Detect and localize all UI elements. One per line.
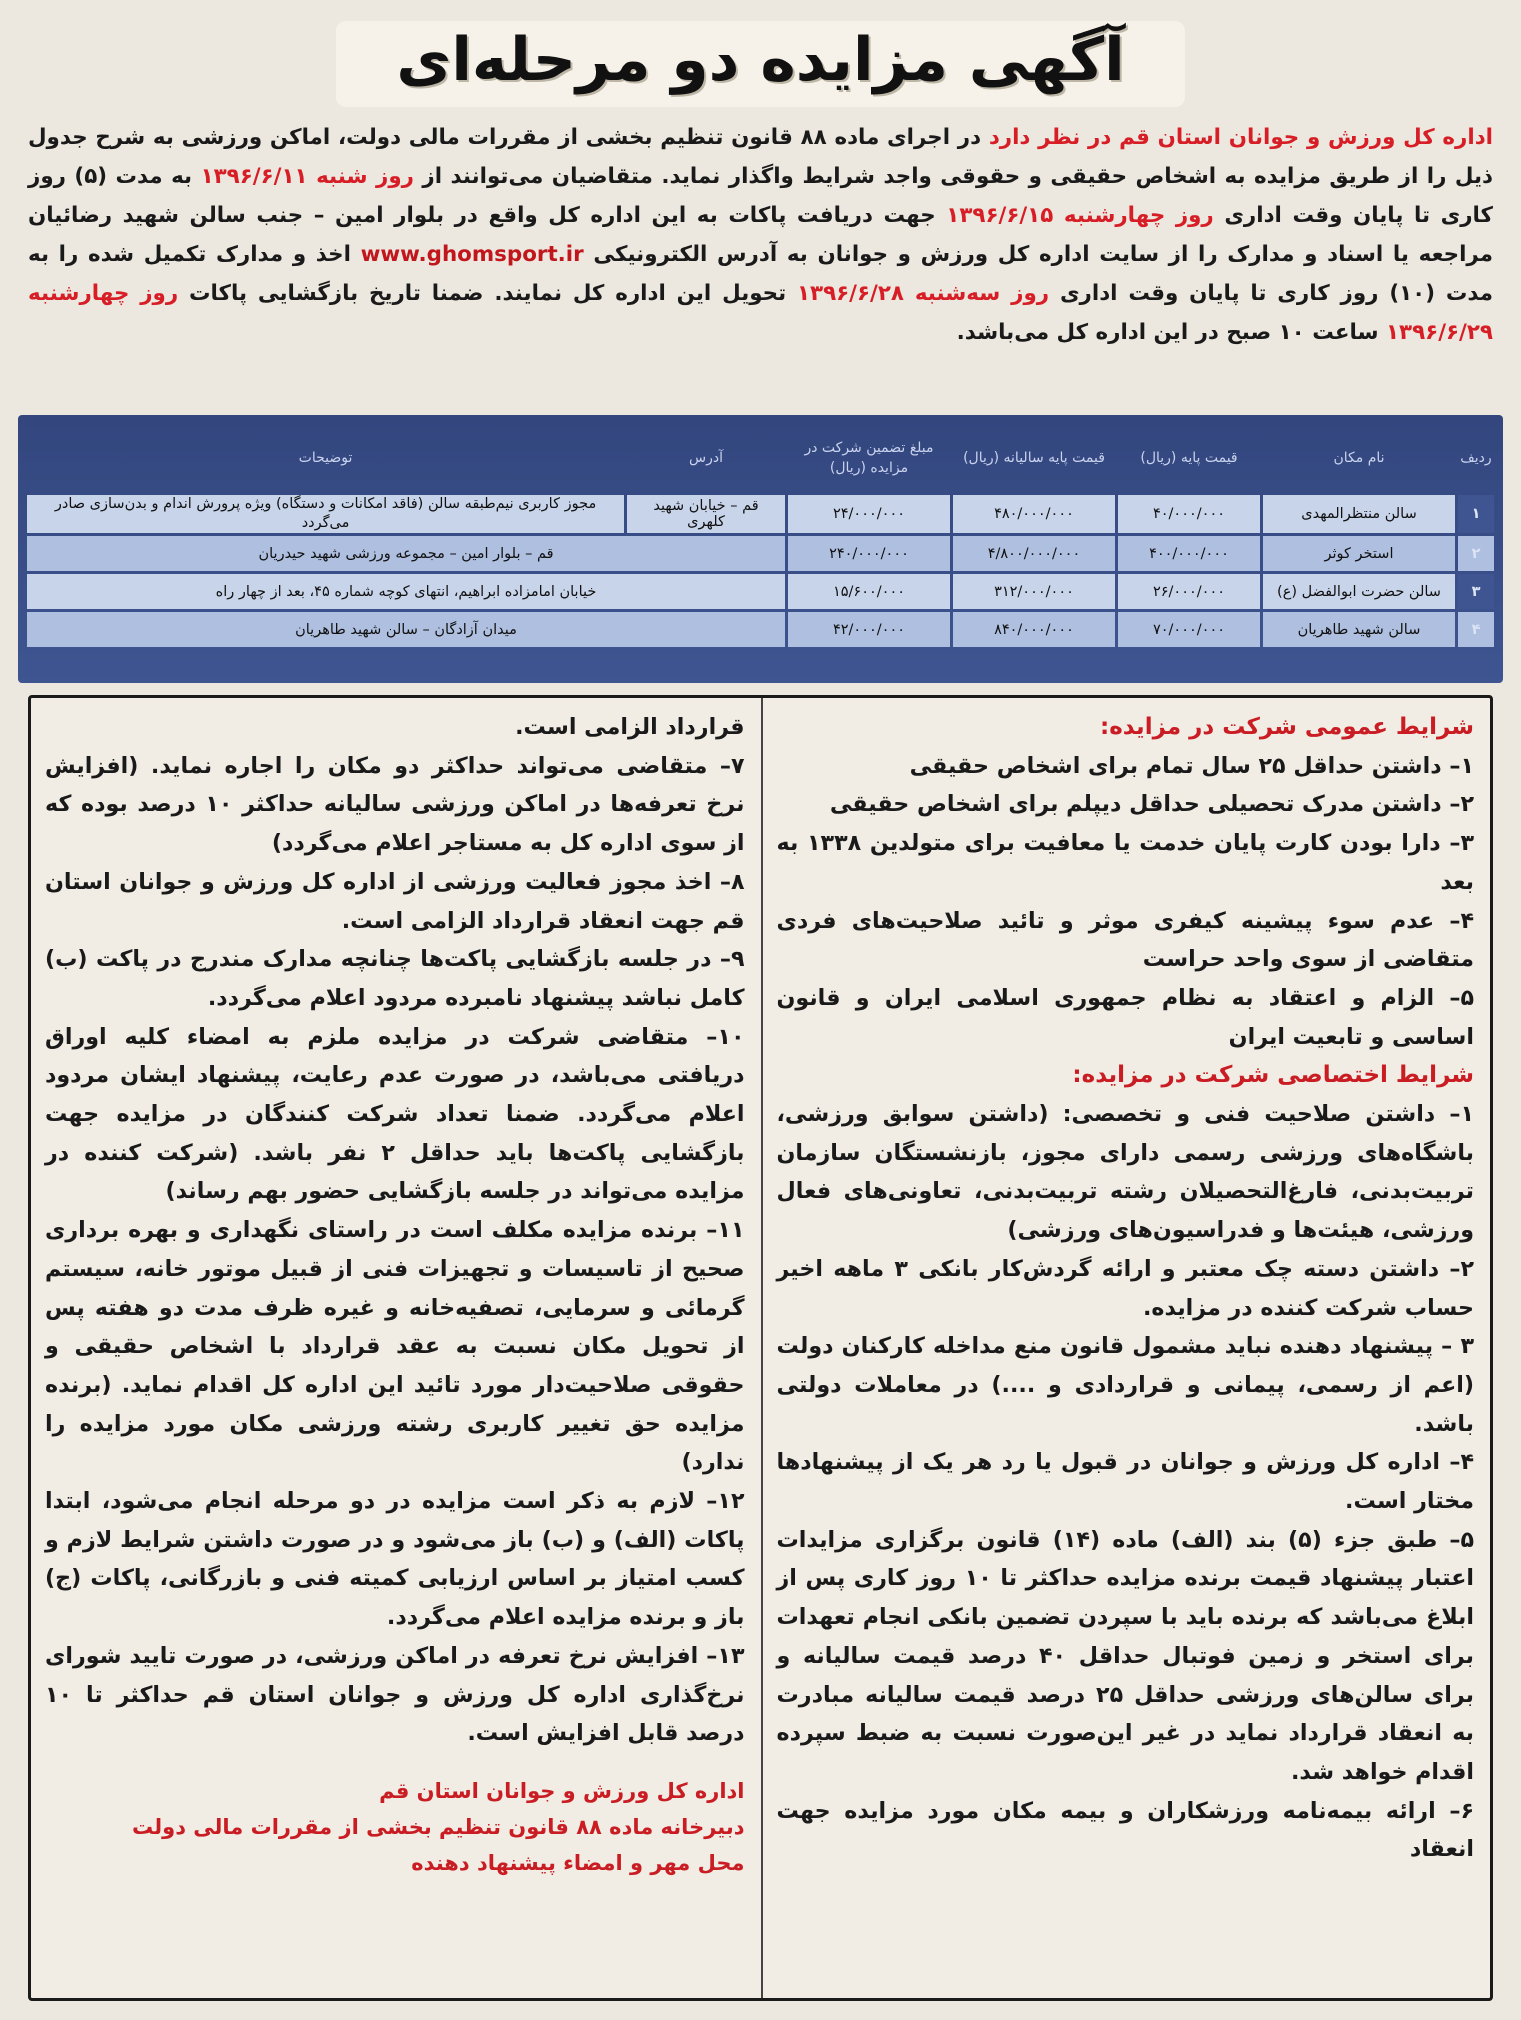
conditions-right-column: [761, 698, 1491, 1998]
row-number: ۴: [1458, 612, 1494, 647]
header-deposit: مبلغ تضمین شرکت در مزایده (ریال): [804, 440, 934, 476]
signature-block: [45, 1773, 745, 1881]
general-condition-item: ۳– دارا بودن کارت پایان خدمت یا معافیت برای متولدین ۱۳۳۸ به بعد: [776, 830, 1474, 895]
signature-org: اداره کل ورزش و جوانان استان قم: [379, 1778, 745, 1803]
special-condition-item: ۲– داشتن دسته چک معتبر و ارائه گردش‌کار بانکی ۳ ماهه اخیر حساب شرکت کننده در مزایده.: [776, 1255, 1474, 1321]
annual-price: ۳۱۲/۰۰۰/۰۰۰: [953, 574, 1115, 609]
special-condition-item: ۱۲– لازم به ذکر است مزایده در دو مرحله انجام می‌شود، ابتدا پاکات (الف) و (ب) باز می‌شود و در صورت داشتن شرایط لازم و کسب امتیاز بر اساس ارزیابی کمیته فنی و بازرگانی، پاکات (ج) باز و برنده مزایده اعلام می‌گردد.: [45, 1488, 745, 1631]
special-condition-item: ۵– طبق جزء (۵) بند (الف) ماده (۱۴) قانون برگزاری مزایدات اعتبار پیشنهاد قیمت برنده مزایده حداکثر تا ۱۰ روز کاری پس از ابلاغ می‌باشد که برنده باید با سپردن تضمین بانکی انجام تعهدات برای استخر و زمین فوتبال حداقل ۴۰ درصد قیمت سالیانه و برای سالن‌های ورزشی حداقل ۲۵ درصد قیمت سالیانه مبادرت به انعقاد قرارداد نماید در غیر این‌صورت نسبت به ضبط سپرده اقدام خواهد شد.: [776, 1526, 1475, 1785]
special-condition-item: ۱۱– برنده مزایده مکلف است در راستای نگهداری و بهره برداری صحیح از تاسیسات و تجهیزات فنی از قبیل موتور خانه، سیستم گرمائی و سرمایی، تصفیه‌خانه و غیره ظرف مدت دو هفته پس از تحویل مکان نسبت به عقد قرارداد با اشخاص حقیقی و حقوقی صلاحیت‌دار مورد تائید این اداره کل اقدام نماید. (برنده مزایده حق تغییر کاربری رشته ورزشی مکان مورد مزایده را ندارد): [45, 1217, 745, 1476]
intro-paragraph: [14, 116, 1507, 403]
intro-text-5: تحویل این اداره کل نمایند. ضمنا تاریخ بازگشایی پاکات: [178, 281, 797, 306]
title-banner: [14, 12, 1507, 116]
special-condition-item: ۷– متقاضی می‌تواند حداکثر دو مکان را اجاره نماید. (افزایش نرخ تعرفه‌ها در اماکن ورزشی سالیانه حداکثر ۱۰ درصد بوده که از سوی اداره کل به مستاجر اعلام می‌گردد): [45, 752, 745, 857]
table-header-row: [27, 424, 1494, 492]
address: قم – بلوار امین – مجموعه ورزشی شهید حیدریان: [27, 536, 785, 571]
intro-org: اداره کل ورزش و جوانان استان قم در نظر دارد: [988, 125, 1493, 150]
deposit: ۴۲/۰۰۰/۰۰۰: [788, 612, 950, 647]
intro-date-opening: روز چهارشنبه ۱۳۹۶/۶/۲۹: [28, 281, 1493, 345]
venue-name: استخر کوثر: [1263, 536, 1455, 571]
address: میدان آزادگان – سالن شهید طاهریان: [27, 612, 785, 647]
intro-text-1: در اجرای ماده ۸۸ قانون تنظیم بخشی از مقررات مالی دولت، اماکن ورزشی به شرح جدول ذیل را از طریق مزایده به اشخاص حقیقی و حقوقی واجد شرایط واگذار نماید. متقاضیان می‌توانند از: [28, 125, 1493, 189]
annual-price: ۴۸۰/۰۰۰/۰۰۰: [953, 495, 1115, 533]
general-condition-item: ۵– الزام و اعتقاد به نظام جمهوری اسلامی ایران و قانون اساسی و تابعیت ایران: [776, 984, 1474, 1050]
special-condition-item: ۱– داشتن صلاحیت فنی و تخصصی: (داشتن سوابق ورزشی، باشگاه‌های ورزشی رسمی دارای مجوز، بازنشستگان سازمان تربیت‌بدنی، فارغ‌التحصیلان رشته تربیت‌بدنی، تعاونی‌های فعال ورزشی، هیئت‌ها و فدراسیون‌های ورزشی): [776, 1101, 1474, 1244]
conditions-left-column: [31, 698, 761, 1998]
venue-name: سالن شهید طاهریان: [1263, 612, 1455, 647]
special-condition-item: ۱۰– متقاضی شرکت در مزایده ملزم به امضاء کلیه اوراق دریافتی می‌باشد، در صورت عدم رعایت، پیشنهاد ایشان مردود اعلام می‌گردد. ضمنا تعداد شرکت کنندگان در مزایده جهت بازگشایی پاکت‌ها باید حداقل ۲ نفر باشد. (شرکت کننده در مزایده می‌تواند در جلسه بازگشایی حضور بهم رساند): [45, 1023, 745, 1205]
row-number: ۲: [1458, 536, 1494, 571]
base-price: ۲۶/۰۰۰/۰۰۰: [1118, 574, 1260, 609]
special-condition-item: ۳ – پیشنهاد دهنده نباید مشمول قانون منع مداخله کارکنان دولت (اعم از رسمی، پیمانی و قراردادی و ....) در معاملات دولتی باشد.: [776, 1333, 1474, 1437]
conditions-box: [28, 695, 1493, 2001]
intro-date-start: روز شنبه ۱۳۹۶/۶/۱۱: [200, 164, 414, 189]
header-venue-name: نام مکان: [1333, 450, 1385, 466]
general-conditions-heading: شرایط عمومی شرکت در مزایده:: [1100, 714, 1474, 740]
header-annual-price: قیمت پایه سالیانه (ریال): [963, 450, 1105, 466]
row-number: ۱: [1458, 495, 1494, 533]
base-price: ۴۰۰/۰۰۰/۰۰۰: [1118, 536, 1260, 571]
general-condition-item: ۲– داشتن مدرک تحصیلی حداقل دیپلم برای اشخاص حقیقی: [829, 791, 1474, 818]
deposit: ۲۴/۰۰۰/۰۰۰: [788, 495, 950, 533]
deposit: ۲۴۰/۰۰۰/۰۰۰: [788, 536, 950, 571]
header-address: آدرس: [689, 450, 724, 466]
address: خیابان امامزاده ابراهیم، انتهای کوچه شماره ۴۵، بعد از چهار راه: [27, 574, 785, 609]
notice-title: آگهی مزایده دو مرحله‌ای: [336, 21, 1184, 107]
signature-stamp-place: محل مهر و امضاء پیشنهاد دهنده: [411, 1850, 745, 1875]
intro-text-3: جهت دریافت پاکات به این اداره کل واقع در بلوار امین – جنب سالن شهید رضائیان مراجعه یا اسناد و مدارک را از سایت اداره کل ورزش و جوانان به آدرس الکترونیکی: [28, 203, 1493, 267]
notes: مجوز کاربری نیم‌طبقه سالن (فاقد امکانات و دستگاه) ویژه پرورش اندام و بدن‌سازی صادر می‌گردد: [27, 495, 624, 533]
venue-name: سالن منتظرالمهدی: [1263, 495, 1455, 533]
deposit: ۱۵/۶۰۰/۰۰۰: [788, 574, 950, 609]
intro-date-delivery: روز سه‌شنبه ۱۳۹۶/۶/۲۸: [796, 281, 1050, 306]
base-price: ۴۰/۰۰۰/۰۰۰: [1118, 495, 1260, 533]
venue-name: سالن حضرت ابوالفضل (ع): [1263, 574, 1455, 609]
venues-table: [24, 421, 1497, 650]
intro-text-4: اخذ و مدارک تکمیل شده را به مدت (۱۰) روز کاری تا پایان وقت اداری: [28, 242, 1493, 306]
venues-table-container: [18, 415, 1503, 683]
signature-secretariat: دبیرخانه ماده ۸۸ قانون تنظیم بخشی از مقررات مالی دولت: [132, 1814, 745, 1839]
special-condition-continued: قرارداد الزامی است.: [515, 714, 745, 740]
special-condition-item: ۹– در جلسه بازگشایی پاکت‌ها چنانچه مدارک مندرج در پاکت (ب) کامل نباشد پیشنهاد نامبرده مردود اعلام می‌گردد.: [45, 946, 745, 1011]
table-row: [27, 612, 1494, 647]
table-row: [27, 574, 1494, 609]
annual-price: ۸۴۰/۰۰۰/۰۰۰: [953, 612, 1115, 647]
intro-text-2: به مدت (۵) روز کاری تا پایان وقت اداری: [28, 164, 1493, 228]
general-condition-item: ۴– عدم سوء پیشینه کیفری موثر و تائید صلاحیت‌های فردی متقاضی از سوی واحد حراست: [776, 907, 1474, 973]
special-condition-item: ۸– اخذ مجوز فعالیت ورزشی از اداره کل ورزش و جوانان استان قم جهت انعقاد قرارداد الزامی است.: [45, 868, 745, 934]
special-condition-item: ۱۳– افزایش نرخ تعرفه در اماکن ورزشی، در صورت تایید شورای نرخ‌گذاری اداره کل ورزش و جوانان استان قم حداکثر تا ۱۰ درصد قابل افزایش است.: [45, 1642, 745, 1747]
website-link[interactable]: www.ghomsport.ir: [360, 242, 584, 267]
special-conditions-heading: شرایط اختصاصی شرکت در مزایده:: [1072, 1062, 1474, 1089]
annual-price: ۴/۸۰۰/۰۰۰/۰۰۰: [953, 536, 1115, 571]
intro-text-6: ساعت ۱۰ صبح در این اداره کل می‌باشد.: [956, 320, 1386, 345]
row-number: ۳: [1458, 574, 1494, 609]
table-row: [27, 536, 1494, 571]
address: قم – خیابان شهید کلهری: [627, 495, 785, 533]
base-price: ۷۰/۰۰۰/۰۰۰: [1118, 612, 1260, 647]
special-condition-item: ۴– اداره کل ورزش و جوانان در قبول یا رد هر یک از پیشنهادها مختار است.: [776, 1449, 1474, 1515]
header-row-number: ردیف: [1460, 450, 1492, 466]
table-row: [27, 495, 1494, 533]
header-base-price: قیمت پایه (ریال): [1140, 450, 1238, 466]
header-notes: توضیحات: [298, 450, 353, 466]
special-condition-item: ۶– ارائه بیمه‌نامه ورزشکاران و بیمه مکان مورد مزایده جهت انعقاد: [776, 1797, 1474, 1863]
general-condition-item: ۱– داشتن حداقل ۲۵ سال تمام برای اشخاص حقیقی: [909, 752, 1474, 779]
intro-date-pickup-end: روز چهارشنبه ۱۳۹۶/۶/۱۵: [946, 203, 1214, 228]
